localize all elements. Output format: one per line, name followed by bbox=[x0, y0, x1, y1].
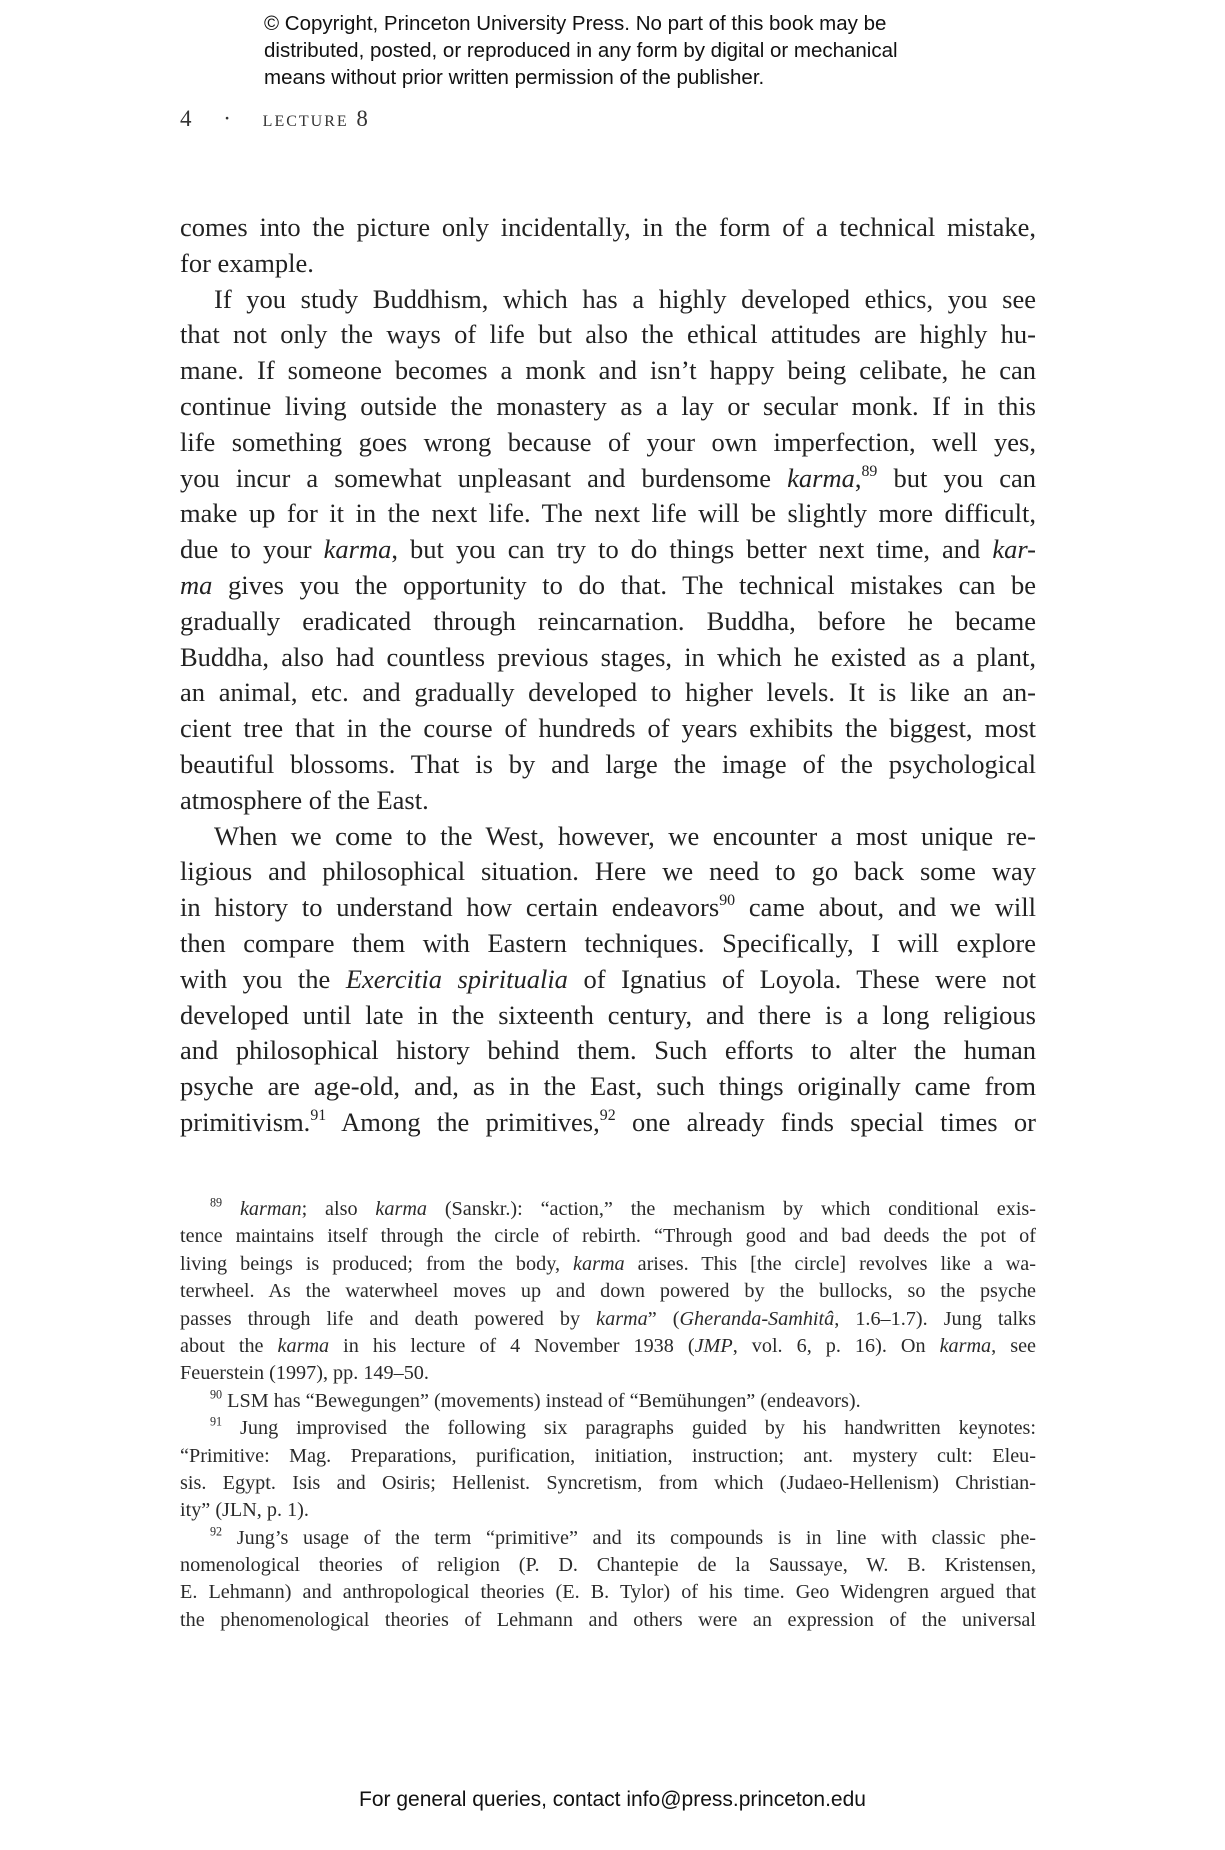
text-fragment: , 1.6–1.7). Jung talks bbox=[834, 1307, 1037, 1330]
footnote-marker: 89 bbox=[210, 1195, 223, 1210]
text-line: that not only the ways of life but also the ethical attitudes are highly hu- bbox=[180, 319, 1036, 350]
text-fragment: (Sanskr.): “action,” the mechanism by which conditional exis- bbox=[427, 1198, 1037, 1220]
text-fragment: arises. This [the circle] revolves like a wa- bbox=[624, 1252, 1036, 1275]
footnote-90-line bbox=[180, 1388, 1036, 1415]
footnote-ref-92[interactable]: 92 bbox=[599, 1106, 616, 1124]
text-fragment: in history to understand how certain endeavors bbox=[180, 892, 720, 923]
footnote-ref-90[interactable]: 90 bbox=[719, 892, 736, 910]
text-line: life something goes wrong because of your own imperfection, well yes, bbox=[180, 426, 1036, 457]
text-fragment: , but you can try to do things better next time, and bbox=[391, 534, 993, 565]
text-fragment: passes through life and death powered by bbox=[180, 1307, 597, 1330]
text-line: for example. bbox=[180, 247, 314, 278]
footnote-92-line: the phenomenological theories of Lehmann and others were an expression of the universal bbox=[180, 1608, 1036, 1631]
text-line: developed until late in the sixteenth century, and there is a long religious bbox=[180, 999, 1036, 1030]
copyright-line: distributed, posted, or reproduced in any form by digital or mechanical bbox=[264, 39, 898, 62]
footnote-92-line: nomenological theories of religion (P. D. Chantepie de la Saussaye, W. B. Kristensen, bbox=[180, 1554, 1036, 1577]
running-title: lecture 8 bbox=[262, 106, 370, 131]
body-text bbox=[180, 210, 1036, 1141]
footnote-marker: 90 bbox=[210, 1387, 223, 1402]
copyright-notice bbox=[264, 10, 1024, 91]
italic-title: Gheranda-Samhitâ bbox=[679, 1307, 835, 1330]
text-fragment: of Ignatius of Loyola. These were not bbox=[567, 963, 1036, 994]
text-line: gradually eradicated through reincarnation. Buddha, before he became bbox=[180, 605, 1036, 636]
text-line: When we come to the West, however, we encounter a most unique re- bbox=[214, 820, 1036, 851]
text-line bbox=[180, 1105, 1036, 1141]
footnote-89-line: tence maintains itself through the circle of rebirth. “Through good and bad deeds the pot of bbox=[180, 1225, 1036, 1248]
text-fragment: gives you the opportunity to do that. The technical mistakes can be bbox=[212, 569, 1036, 600]
footnote-91-line: “Primitive: Mag. Preparations, purification, initiation, instruction; ant. mystery cult: Eleu- bbox=[180, 1444, 1036, 1467]
text-fragment: due to your bbox=[180, 534, 324, 565]
text-line bbox=[180, 532, 1036, 568]
footnote-ref-91[interactable]: 91 bbox=[310, 1106, 327, 1124]
text-line: continue living outside the monastery as a lay or secular monk. If in this bbox=[180, 390, 1036, 421]
text-line: comes into the picture only incidentally, in the form of a technical mistake, bbox=[180, 212, 1036, 242]
footnote-89-line: Feuerstein (1997), pp. 149–50. bbox=[180, 1362, 429, 1385]
footnote-91-line: ity” (JLN, p. 1). bbox=[180, 1499, 309, 1522]
text-line bbox=[180, 568, 1036, 604]
text-line: atmosphere of the East. bbox=[180, 784, 429, 815]
footnote-89-line bbox=[180, 1306, 1036, 1333]
italic-term: kar- bbox=[992, 534, 1036, 565]
footnote-92-line bbox=[180, 1525, 1036, 1552]
italic-title: Exercitia spiritualia bbox=[345, 963, 568, 994]
italic-term: ma bbox=[180, 569, 213, 600]
italic-title: JMP bbox=[694, 1334, 733, 1357]
text-fragment: , bbox=[854, 462, 862, 493]
text-line bbox=[180, 890, 1036, 926]
footnote-91-line: sis. Egypt. Isis and Osiris; Hellenist. Syncretism, from which (Judaeo-Hellenism) Christian- bbox=[180, 1471, 1036, 1494]
italic-term: karma bbox=[596, 1307, 648, 1330]
footnotes bbox=[180, 1196, 1036, 1634]
copyright-line: © Copyright, Princeton University Press. No part of this book may be bbox=[264, 12, 887, 35]
running-head bbox=[180, 106, 370, 132]
running-head-separator: · bbox=[223, 106, 232, 131]
page-number: 4 bbox=[180, 106, 193, 131]
copyright-line: means without prior written permission of the publisher. bbox=[264, 66, 765, 89]
text-fragment: , vol. 6, p. 16). On bbox=[732, 1334, 940, 1357]
italic-term: karma bbox=[787, 462, 855, 493]
footnote-marker: 91 bbox=[210, 1414, 223, 1429]
text-fragment: Among the primitives, bbox=[326, 1106, 600, 1137]
text-fragment: living beings is produced; from the body, bbox=[180, 1252, 574, 1275]
text-line: beautiful blossoms. That is by and large the image of the psychological bbox=[180, 748, 1036, 779]
footnote-89-line: terwheel. As the waterwheel moves up and down powered by the bullocks, so the psyche bbox=[180, 1280, 1036, 1303]
footnote-91-line bbox=[180, 1415, 1036, 1442]
text-line: psyche are age-old, and, as in the East, such things originally came from bbox=[180, 1071, 1036, 1102]
text-fragment: with you the bbox=[180, 963, 346, 994]
text-line: cient tree that in the course of hundreds of years exhibits the biggest, most bbox=[180, 713, 1036, 744]
text-line: make up for it in the next life. The next life will be slightly more difficult, bbox=[180, 498, 1036, 529]
footnote-89-line bbox=[180, 1333, 1036, 1360]
footnote-marker: 92 bbox=[210, 1524, 223, 1539]
text-line: Buddha, also had countless previous stages, in which he existed as a plant, bbox=[180, 641, 1036, 672]
text-line bbox=[180, 461, 1036, 497]
footnote-89-line bbox=[180, 1196, 1036, 1223]
text-fragment: LSM has “Bewegungen” (movements) instead of “Bemühungen” (endeavors). bbox=[227, 1389, 861, 1412]
text-fragment: in his lecture of 4 November 1938 ( bbox=[329, 1334, 695, 1357]
text-fragment: about the bbox=[180, 1334, 278, 1357]
text-line: ligious and philosophical situation. Here we need to go back some way bbox=[180, 856, 1036, 887]
text-fragment: ; also bbox=[301, 1198, 376, 1220]
italic-term: karma bbox=[323, 534, 392, 565]
text-fragment: one already finds special times or bbox=[615, 1106, 1037, 1137]
text-fragment: Jung improvised the following six paragraphs guided by his handwritten keynotes: bbox=[240, 1417, 1037, 1440]
text-fragment: came about, and we will bbox=[735, 892, 1036, 923]
text-line: If you study Buddhism, which has a highly developed ethics, you see bbox=[214, 283, 1036, 314]
footnote-92-line: E. Lehmann) and anthropological theories (E. B. Tylor) of his time. Geo Widengren argued that bbox=[180, 1581, 1036, 1604]
text-line: an animal, etc. and gradually developed to higher levels. It is like an an- bbox=[180, 677, 1036, 708]
text-fragment: , see bbox=[991, 1334, 1036, 1357]
text-fragment: primitivism. bbox=[180, 1106, 311, 1137]
footer-contact: For general queries, contact info@press.princeton.edu bbox=[359, 1788, 866, 1811]
italic-term: karma bbox=[375, 1198, 427, 1220]
text-line: and philosophical history behind them. Such efforts to alter the human bbox=[180, 1035, 1036, 1066]
text-line: then compare them with Eastern techniques. Specifically, I will explore bbox=[180, 927, 1036, 958]
footnote-89-line bbox=[180, 1251, 1036, 1278]
footnote-ref-89[interactable]: 89 bbox=[861, 462, 878, 480]
text-fragment: Jung’s usage of the term “primitive” and its compounds is in line with classic phe- bbox=[236, 1526, 1036, 1549]
text-line bbox=[180, 962, 1036, 998]
text-fragment: but you can bbox=[877, 462, 1036, 493]
text-line: mane. If someone becomes a monk and isn’t happy being celibate, he can bbox=[180, 355, 1036, 386]
italic-term: karma bbox=[277, 1334, 330, 1357]
italic-term: karman bbox=[239, 1198, 302, 1220]
italic-term: karma bbox=[939, 1334, 992, 1357]
text-fragment: you incur a somewhat unpleasant and burdensome bbox=[180, 462, 788, 493]
text-fragment: ” ( bbox=[647, 1307, 680, 1330]
italic-term: karma bbox=[573, 1252, 625, 1275]
